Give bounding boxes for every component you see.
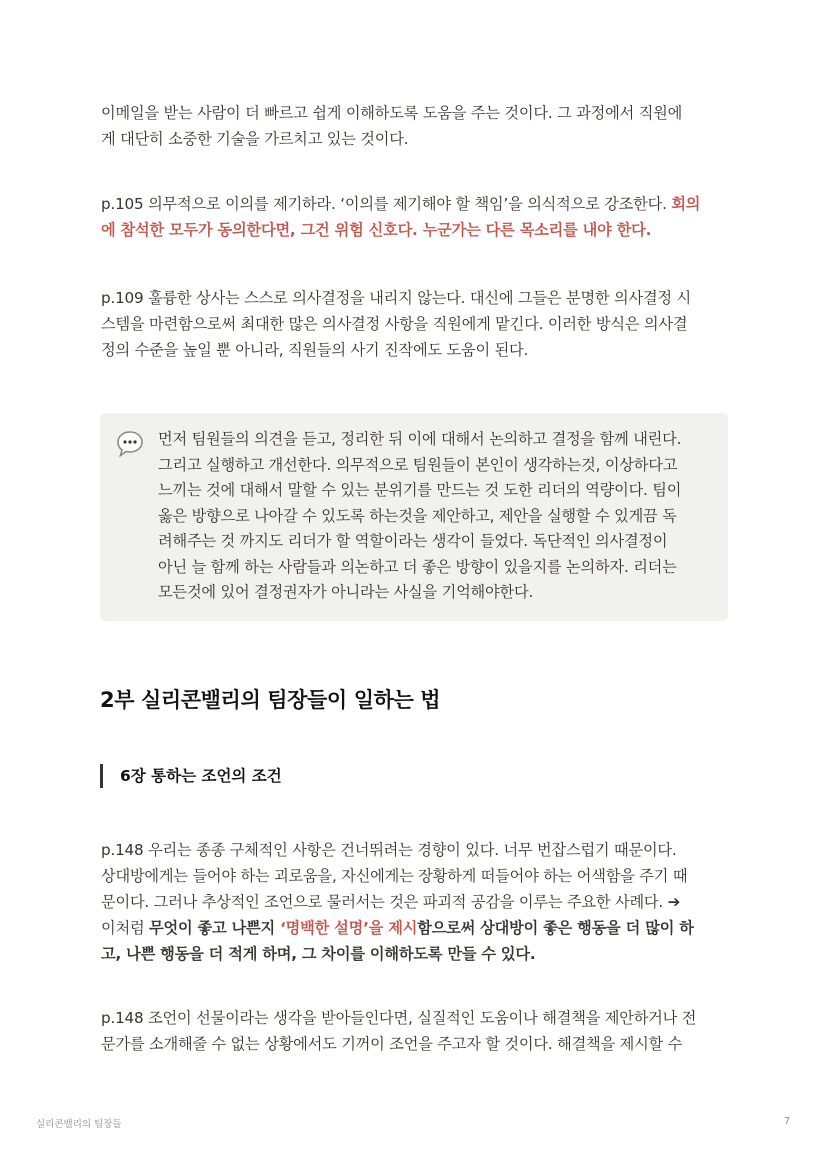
bold-text: 무엇이 좋고 나쁜지 [149, 919, 281, 937]
text-line: 느끼는 것에 대해서 말할 수 있는 분위기를 만드는 것 도한 리더의 역량이다. 팀이 [158, 481, 682, 499]
text-line: 이처럼 [101, 919, 150, 937]
text-line: 모든것에 있어 결정권자가 아니라는 사실을 기억해야한다. [158, 583, 534, 601]
callout-text [158, 427, 718, 606]
paragraph-p105 [101, 191, 731, 243]
text-line: 옳은 방향으로 나아갈 수 있도록 하는것을 제안하고, 제안을 실행할 수 있게끔 독 [158, 506, 677, 525]
paragraph-p148-b [101, 1005, 731, 1057]
text-line: p.148 조언이 선물이라는 생각을 받아들인다면, 실질적인 도움이나 해결책을 제안하거나 전 [101, 1009, 697, 1027]
text-line: 스템을 마련함으로써 최대한 많은 의사결정 사항을 직원에게 맡긴다. 이러한 방식은 의사결 [101, 315, 688, 333]
text-line: 상대방에게는 들어야 하는 괴로움을, 자신에게는 장황하게 떠들어야 하는 어색함을 주기 때 [101, 867, 688, 885]
text-line: 정의 수준을 높일 뿐 아니라, 직원들의 사기 진작에도 도움이 된다. [101, 341, 529, 359]
footer-page-number: 7 [784, 1116, 791, 1127]
text-line: 아닌 늘 함께 하는 사람들과 의논하고 더 좋은 방향이 있을지를 논의하자. 리더는 [158, 557, 677, 576]
bold-text: 고, 나쁜 행동을 더 적게 하며, 그 차이를 이해하도록 만들 수 있다. [101, 945, 536, 963]
highlight-text: 에 참석한 모두가 동의한다면, 그건 위험 신호다. 누군가는 다른 목소리를 내야 한다. [101, 221, 652, 239]
paragraph-email [101, 100, 731, 152]
text-line: p.105 의무적으로 이의를 제기하라. ‘이의를 제기해야 할 책임’을 의식적으로 강조한다. [101, 195, 672, 213]
text-line: 이메일을 받는 사람이 더 빠르고 쉽게 이해하도록 도움을 주는 것이다. 그 과정에서 직원에 [101, 104, 683, 122]
speech-bubble-icon [115, 429, 145, 459]
text-line: 문이다. 그러나 추상적인 조언으로 물러서는 것은 파괴적 공감을 이루는 주요한 사례다. ➔ [101, 893, 681, 911]
highlight-text: ‘명백한 설명’을 제시 [280, 919, 418, 937]
chapter-quote-block [100, 764, 282, 788]
bold-text: 함으로써 상대방이 좋은 행동을 더 많이 하 [417, 919, 694, 937]
chapter-heading: 6장 통하는 조언의 조건 [120, 767, 282, 785]
footer-book-title: 실리콘밸리의 팀장들 [36, 1119, 122, 1130]
text-line: 게 대단히 소중한 기술을 가르치고 있는 것이다. [101, 130, 409, 148]
text-line: 문가를 소개해줄 수 없는 상황에서도 기꺼이 조언을 주고자 할 것이다. 해결책을 제시할 수 [101, 1035, 683, 1053]
text-line: 려해주는 것 까지도 리더가 할 역할이라는 생각이 들었다. 독단적인 의사결정이 [158, 532, 668, 550]
paragraph-p109 [101, 285, 731, 363]
text-line: p.109 훌륭한 상사는 스스로 의사결정을 내리지 않는다. 대신에 그들은 분명한 의사결정 시 [101, 289, 692, 307]
text-line: p.148 우리는 종종 구체적인 사항은 건너뛰려는 경향이 있다. 너무 번잡스럽기 때문이다. [101, 841, 677, 859]
callout-box [100, 413, 728, 621]
paragraph-p148-a [101, 837, 731, 967]
text-line: 그리고 실행하고 개선한다. 의무적으로 팀원들이 본인이 생각하는것, 이상하다고 [158, 455, 678, 474]
highlight-text: 회의 [671, 195, 701, 213]
text-line: 먼저 팀원들의 의견을 듣고, 정리한 뒤 이에 대해서 논의하고 결정을 함께 내린다. [158, 430, 682, 448]
part-heading: 2부 실리콘밸리의 팀장들이 일하는 법 [100, 688, 441, 712]
